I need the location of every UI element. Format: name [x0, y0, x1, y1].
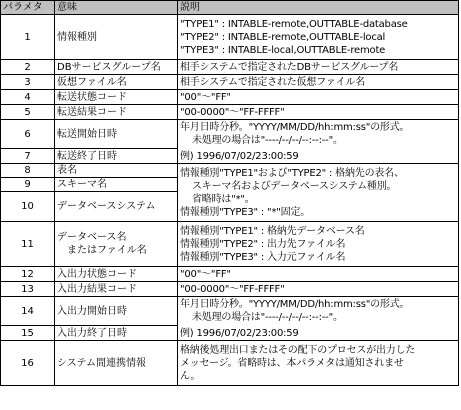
param-number: 14	[1, 297, 55, 326]
table-row	[1, 297, 459, 326]
table-row	[1, 222, 459, 267]
table-row	[1, 105, 459, 120]
description-line: 情報種別"TYPE1" : 格納先データベース名	[180, 225, 365, 237]
param-description	[178, 15, 459, 60]
param-meaning: 表名	[55, 164, 178, 178]
description-line: "TYPE3" : INTABLE-local,OUTTABLE-remote	[180, 44, 386, 56]
meaning-line: またはファイル名	[67, 245, 147, 256]
param-meaning: DBサービスグループ名	[55, 60, 178, 75]
param-meaning: 転送終了日時	[55, 149, 178, 164]
description-line: メッセージ。省略時は、本パラメタは通知されませ	[180, 357, 404, 369]
param-number: 1	[1, 15, 55, 60]
description-line: 例) 1996/07/02/23:00:59	[180, 150, 299, 162]
table-row	[1, 120, 459, 149]
param-meaning: 入出力状態コード	[55, 267, 178, 282]
param-description: "00-0000"～"FF-FFFF"	[178, 105, 459, 120]
param-meaning: 入出力結果コード	[55, 282, 178, 297]
param-number: 16	[1, 341, 55, 386]
param-meaning: 入出力開始日時	[55, 297, 178, 326]
description-line: "TYPE2" : INTABLE-remote,OUTTABLE-local	[180, 31, 386, 43]
description-line: 年月日時分秒。"YYYY/MM/DD/hh:mm:ss"の形式。	[180, 298, 410, 310]
param-description: "00"～"FF"	[178, 90, 459, 105]
header-meaning: 意味	[55, 1, 178, 15]
param-description: 相手システムで指定されたDBサービスグループ名	[178, 60, 459, 75]
param-number: 6	[1, 120, 55, 149]
param-description	[178, 120, 459, 164]
param-number: 15	[1, 326, 55, 341]
param-description	[178, 222, 459, 267]
header-param: パラメタ	[1, 1, 55, 15]
description-line: 未処理の場合は"----/--/--/--:--:--"。	[192, 311, 343, 323]
param-description	[178, 297, 459, 341]
description-line: 未処理の場合は"----/--/--/--:--:--"。	[192, 134, 343, 146]
description-line: スキーマ名およびデータベースシステム種別。	[192, 180, 397, 192]
table-row	[1, 282, 459, 297]
param-meaning	[55, 222, 178, 267]
param-description	[178, 341, 459, 386]
header-description: 説明	[178, 1, 459, 15]
param-description	[178, 164, 459, 222]
description-line: "TYPE1" : INTABLE-remote,OUTTABLE-database	[180, 18, 408, 30]
description-line: 例) 1996/07/02/23:00:59	[180, 327, 299, 339]
description-line: 情報種別"TYPE3" : "*"固定。	[180, 206, 311, 218]
param-meaning: 転送開始日時	[55, 120, 178, 149]
table-row	[1, 90, 459, 105]
param-description: 相手システムで指定された仮想ファイル名	[178, 75, 459, 90]
param-number: 9	[1, 178, 55, 192]
description-line: 格納後処理出口またはその配下のプロセスが出力した	[180, 344, 416, 356]
param-meaning: 情報種別	[55, 15, 178, 60]
param-number: 5	[1, 105, 55, 120]
param-meaning: 入出力終了日時	[55, 326, 178, 341]
table-row	[1, 75, 459, 90]
param-number: 2	[1, 60, 55, 75]
param-meaning: システム間連携情報	[55, 341, 178, 386]
table-row	[1, 15, 459, 60]
description-line: ん。	[180, 370, 201, 382]
description-line: 情報種別"TYPE3" : 入力元ファイル名	[180, 251, 346, 263]
param-meaning: スキーマ名	[55, 178, 178, 192]
param-number: 4	[1, 90, 55, 105]
description-line: 省略時は"*"。	[192, 193, 255, 205]
meaning-line: データベース名	[57, 232, 127, 243]
param-meaning: 転送状態コード	[55, 90, 178, 105]
param-description: "00-0000"～"FF-FFFF"	[178, 282, 459, 297]
param-description: "00"～"FF"	[178, 267, 459, 282]
description-line: 情報種別"TYPE2" : 出力先ファイル名	[180, 238, 346, 250]
param-number: 3	[1, 75, 55, 90]
param-number: 13	[1, 282, 55, 297]
param-number: 8	[1, 164, 55, 178]
table-row	[1, 164, 459, 178]
table-row	[1, 267, 459, 282]
table-row	[1, 341, 459, 386]
description-line: 情報種別"TYPE1"および"TYPE2" : 格納先の表名、	[180, 167, 404, 179]
param-meaning: データベースシステム	[55, 192, 178, 222]
param-number: 10	[1, 192, 55, 222]
param-number: 11	[1, 222, 55, 267]
param-meaning: 転送結果コード	[55, 105, 178, 120]
table-row	[1, 60, 459, 75]
header-row	[1, 1, 459, 15]
description-line: 年月日時分秒。"YYYY/MM/DD/hh:mm:ss"の形式。	[180, 121, 410, 133]
param-number: 7	[1, 149, 55, 164]
param-number: 12	[1, 267, 55, 282]
param-meaning: 仮想ファイル名	[55, 75, 178, 90]
